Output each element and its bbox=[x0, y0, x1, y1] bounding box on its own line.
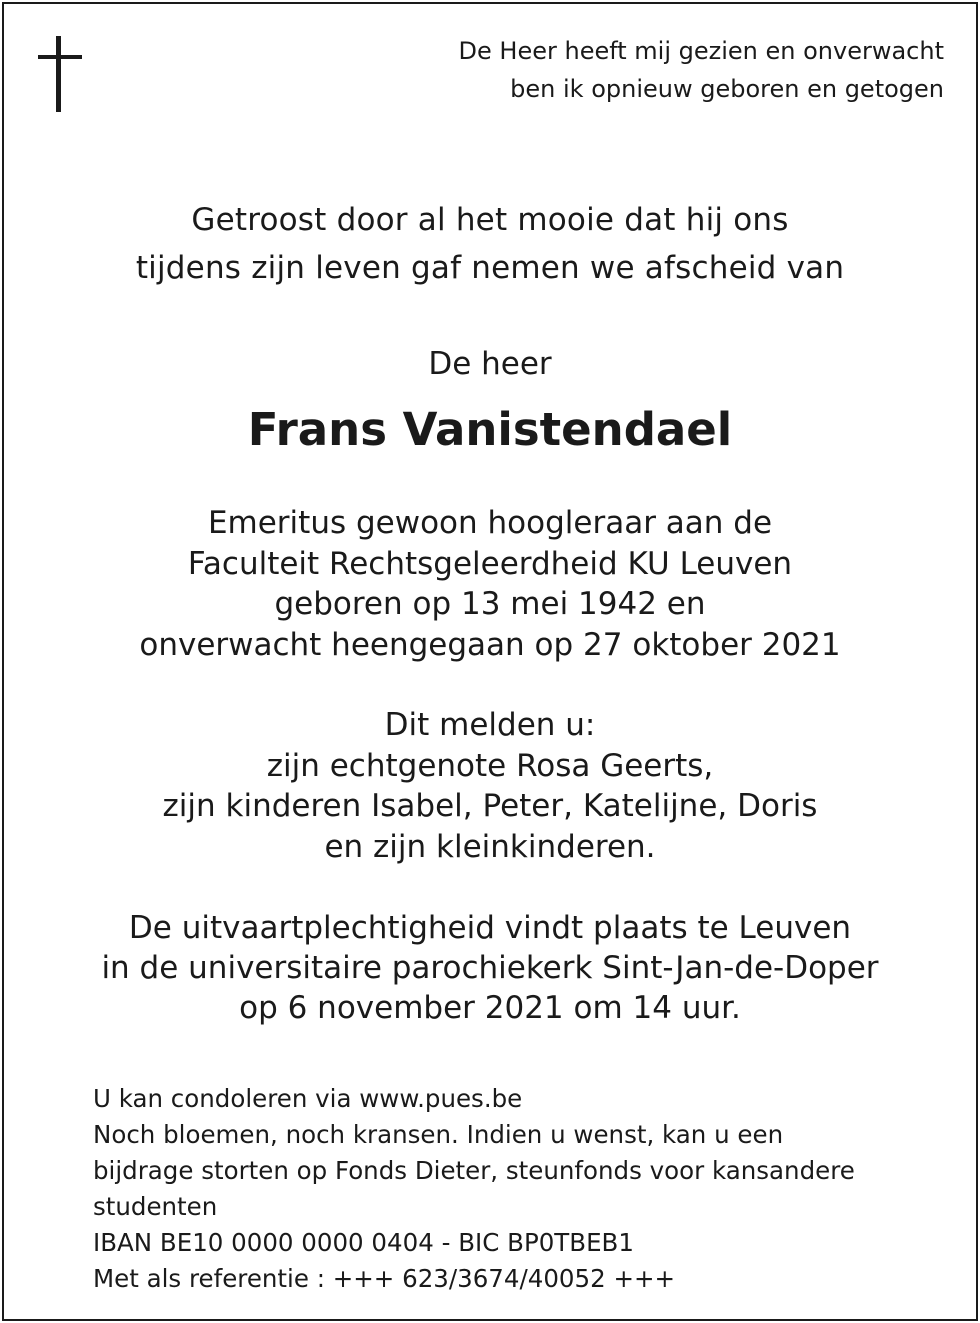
funeral-details bbox=[0, 908, 980, 1028]
funeral-line: in de universitaire parochiekerk Sint-Jan-de-Doper bbox=[101, 950, 879, 986]
bio-line: geboren op 13 mei 1942 en bbox=[274, 586, 706, 622]
cross-vertical-bar bbox=[56, 36, 61, 112]
intro-line: Getroost door al het mooie dat hij ons bbox=[191, 202, 789, 238]
practical-notes bbox=[93, 1081, 855, 1297]
bio-line: onverwacht heengegaan op 27 oktober 2021 bbox=[139, 626, 841, 663]
bio-line: Faculteit Rechtsgeleerdheid KU Leuven bbox=[187, 545, 793, 582]
intro-text bbox=[0, 196, 980, 292]
motto-verse bbox=[459, 32, 944, 108]
notes-line: bijdrage storten op Fonds Dieter, steunfonds voor kansandere bbox=[93, 1156, 855, 1185]
biography bbox=[0, 503, 980, 665]
intro-line: tijdens zijn leven gaf nemen we afscheid van bbox=[135, 250, 845, 286]
bio-line: Emeritus gewoon hoogleraar aan de bbox=[207, 505, 773, 541]
family-line: Dit melden u: bbox=[384, 707, 596, 743]
notes-line: Met als referentie : +++ 623/3674/40052 +++ bbox=[93, 1264, 676, 1293]
honorific: De heer bbox=[428, 346, 552, 382]
family-line: zijn echtgenote Rosa Geerts, bbox=[266, 747, 714, 784]
deceased-name: Frans Vanistendael bbox=[247, 403, 733, 456]
cross-horizontal-bar bbox=[38, 55, 82, 59]
notes-line: Noch bloemen, noch kransen. Indien u wenst, kan u een bbox=[93, 1120, 784, 1149]
motto-line: De Heer heeft mij gezien en onverwacht bbox=[458, 37, 944, 65]
motto-line: ben ik opnieuw geboren en getogen bbox=[510, 75, 944, 103]
family-line: en zijn kleinkinderen. bbox=[324, 828, 656, 865]
notes-line: IBAN BE10 0000 0000 0404 - BIC BP0TBEB1 bbox=[93, 1228, 634, 1257]
family-line: zijn kinderen Isabel, Peter, Katelijne, Doris bbox=[162, 788, 818, 824]
notes-line: studenten bbox=[93, 1192, 218, 1221]
notes-line: U kan condoleren via www.pues.be bbox=[93, 1084, 523, 1113]
funeral-line: De uitvaartplechtigheid vindt plaats te Leuven bbox=[128, 910, 852, 946]
cross-icon bbox=[38, 36, 82, 112]
family-announcement bbox=[0, 705, 980, 867]
funeral-line: op 6 november 2021 om 14 uur. bbox=[239, 990, 741, 1026]
